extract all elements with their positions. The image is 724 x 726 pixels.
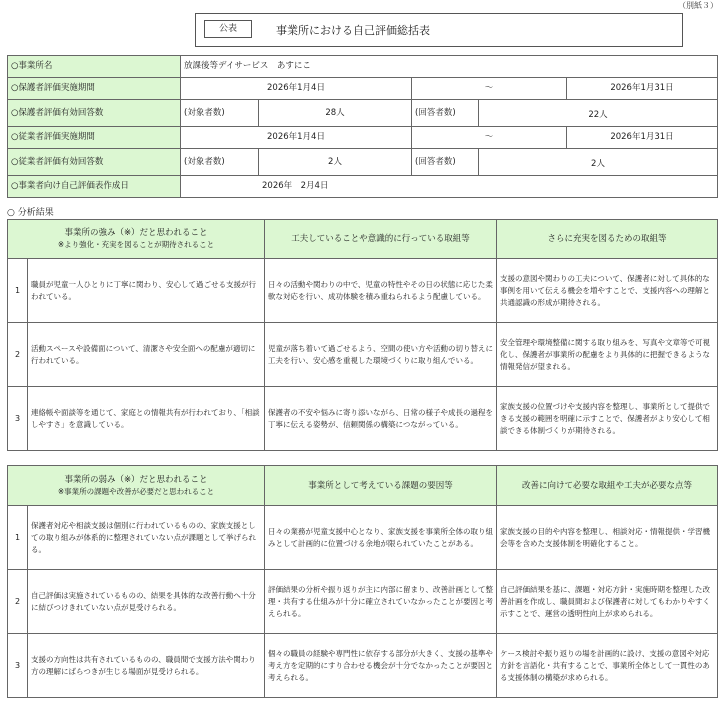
staff-period-label: ○従業者評価実施期間 bbox=[8, 127, 181, 149]
title-box bbox=[195, 13, 683, 47]
staff-response-label: (回答者数) bbox=[412, 149, 479, 176]
weaknesses-table bbox=[7, 465, 718, 698]
weakness-improvement: ケース検討や振り返りの場を計画的に設け、支援の意図や対応方針を言語化・共有することで、事業所全体として一貫性のある支援体制の構築が求められる。 bbox=[497, 634, 718, 698]
row-number: 3 bbox=[8, 634, 28, 698]
weakness-cause: 個々の職員の経験や専門性に依存する部分が大きく、支援の基準や考え方を定期的にすり合わせる機会が十分でなかったことが要因と考えられる。 bbox=[265, 634, 497, 698]
strength-text: 職員が児童一人ひとりに丁寧に関わり、安心して過ごせる支援が行われている。 bbox=[28, 259, 265, 323]
guardian-period-label: ○保護者評価実施期間 bbox=[8, 78, 181, 100]
row-number: 2 bbox=[8, 323, 28, 387]
table-row bbox=[8, 634, 718, 698]
staff-period-end: 2026年1月31日 bbox=[567, 127, 718, 149]
staff-responses: 2人 bbox=[479, 149, 718, 176]
table-row bbox=[8, 570, 718, 634]
weakness-text: 支援の方向性は共有されているものの、職員間で支援方法や関わり方の理解にばらつきが生じる場面が見受けられる。 bbox=[28, 634, 265, 698]
strengths-col1-title: 事業所の強み（※）だと思われること bbox=[64, 228, 208, 238]
staff-period-sep: ～ bbox=[412, 127, 567, 149]
strength-effort: 保護者の不安や悩みに寄り添いながら、日常の様子や成長の過程を丁寧に伝える姿勢が、信頼関係の構築につながっている。 bbox=[265, 387, 497, 451]
public-label: 公表 bbox=[204, 20, 252, 38]
staff-valid-label: ○従業者評価有効回答数 bbox=[8, 149, 181, 176]
weaknesses-col2-header: 事業所として考えている課題の要因等 bbox=[265, 466, 497, 506]
row-number: 1 bbox=[8, 506, 28, 570]
strengths-col1-sub: ※より強化・充実を図ることが期待されること bbox=[57, 240, 215, 249]
staff-period-start: 2026年1月4日 bbox=[181, 127, 412, 149]
strength-text: 活動スペースや設備面について、清潔さや安全面への配慮が適切に行われている。 bbox=[28, 323, 265, 387]
info-row-staff-period bbox=[8, 127, 718, 149]
staff-target: 2人 bbox=[259, 149, 412, 176]
strengths-col2-header: 工夫していることや意識的に行っている取組等 bbox=[265, 220, 497, 259]
table-row bbox=[8, 323, 718, 387]
weakness-cause: 日々の業務が児童支援中心となり、家族支援を事業所全体の取り組みとして計画的に位置づける余地が限られていたことがある。 bbox=[265, 506, 497, 570]
staff-target-label: (対象者数) bbox=[181, 149, 259, 176]
office-name: 放課後等デイサービス あすにこ bbox=[181, 56, 718, 78]
strength-enhancement: 支援の意図や関わりの工夫について、保護者に対して具体的な事例を用いて伝える機会を増やすことで、支援内容への理解と共通認識の形成が期待される。 bbox=[497, 259, 718, 323]
weaknesses-col1-sub: ※事業所の課題や改善が必要だと思われること bbox=[57, 486, 215, 496]
guardian-target: 28人 bbox=[259, 100, 412, 127]
info-row-created bbox=[8, 176, 718, 198]
strength-enhancement: 家族支援の位置づけや支援内容を整理し、事業所として提供できる支援の範囲を明確に示すことで、保護者がより安心して相談できる体制づくりが期待される。 bbox=[497, 387, 718, 451]
weakness-cause: 評価結果の分析や振り返りが主に内部に留まり、改善計画として整理・共有する仕組みが十分に確立されていなかったことが要因と考えられる。 bbox=[265, 570, 497, 634]
guardian-response-label: (回答者数) bbox=[412, 100, 479, 127]
guardian-responses: 22人 bbox=[479, 100, 718, 127]
page-title: 事業所における自己評価総括表 bbox=[276, 24, 430, 37]
table-row bbox=[8, 259, 718, 323]
table-row bbox=[8, 387, 718, 451]
guardian-period-sep: ～ bbox=[412, 78, 567, 100]
guardian-target-label: (対象者数) bbox=[181, 100, 259, 127]
created-label: ○事業者向け自己評価表作成日 bbox=[8, 176, 181, 198]
guardian-period-end: 2026年1月31日 bbox=[567, 78, 718, 100]
guardian-period-start: 2026年1月4日 bbox=[181, 78, 412, 100]
attachment-label: （別紙３） bbox=[678, 1, 718, 10]
row-number: 1 bbox=[8, 259, 28, 323]
office-name-label: ○事業所名 bbox=[8, 56, 181, 78]
weakness-improvement: 家族支援の目的や内容を整理し、相談対応・情報提供・学習機会等を含めた支援体制を明確化すること。 bbox=[497, 506, 718, 570]
strength-enhancement: 安全管理や環境整備に関する取り組みを、写真や文章等で可視化し、保護者が事業所の配慮をより具体的に把握できるような情報発信が望まれる。 bbox=[497, 323, 718, 387]
info-row-office bbox=[8, 56, 718, 78]
weakness-improvement: 自己評価結果を基に、課題・対応方針・実施時期を整理した改善計画を作成し、職員間および保護者に対してもわかりやすく示すことで、運営の透明性向上が求められる。 bbox=[497, 570, 718, 634]
table-row bbox=[8, 506, 718, 570]
info-table bbox=[7, 55, 718, 198]
strengths-table bbox=[7, 219, 718, 451]
weakness-text: 保護者対応や相談支援は個別に行われているものの、家族支援としての取り組みが体系的に整理されていない点が課題として挙げられる。 bbox=[28, 506, 265, 570]
row-number: 2 bbox=[8, 570, 28, 634]
strength-effort: 児童が落ち着いて過ごせるよう、空間の使い方や活動の切り替えに工夫を行い、安心感を重視した環境づくりに取り組んでいる。 bbox=[265, 323, 497, 387]
strengths-col1-header bbox=[8, 220, 265, 259]
weaknesses-col1-header bbox=[8, 466, 265, 506]
info-row-guardian-period bbox=[8, 78, 718, 100]
strengths-header bbox=[8, 220, 718, 259]
weakness-text: 自己評価は実施されているものの、結果を具体的な改善行動へ十分に結びつけきれていない点が見受けられる。 bbox=[28, 570, 265, 634]
strength-effort: 日々の活動や関わりの中で、児童の特性やその日の状態に応じた柔軟な対応を行い、成功体験を積み重ねられるよう配慮している。 bbox=[265, 259, 497, 323]
info-row-staff-valid bbox=[8, 149, 718, 176]
strengths-col3-header: さらに充実を図るための取組等 bbox=[497, 220, 718, 259]
weaknesses-col3-header: 改善に向けて必要な取組や工夫が必要な点等 bbox=[497, 466, 718, 506]
info-row-guardian-valid bbox=[8, 100, 718, 127]
weaknesses-col1-title: 事業所の弱み（※）だと思われること bbox=[64, 474, 208, 485]
guardian-valid-label: ○保護者評価有効回答数 bbox=[8, 100, 181, 127]
strength-text: 連絡帳や面談等を通じて、家庭との情報共有が行われており、「相談しやすさ」を意識している。 bbox=[28, 387, 265, 451]
created-date: 2026年 2月4日 bbox=[181, 176, 718, 198]
weaknesses-header bbox=[8, 466, 718, 506]
analysis-title: ○ 分析結果 bbox=[7, 208, 54, 218]
row-number: 3 bbox=[8, 387, 28, 451]
